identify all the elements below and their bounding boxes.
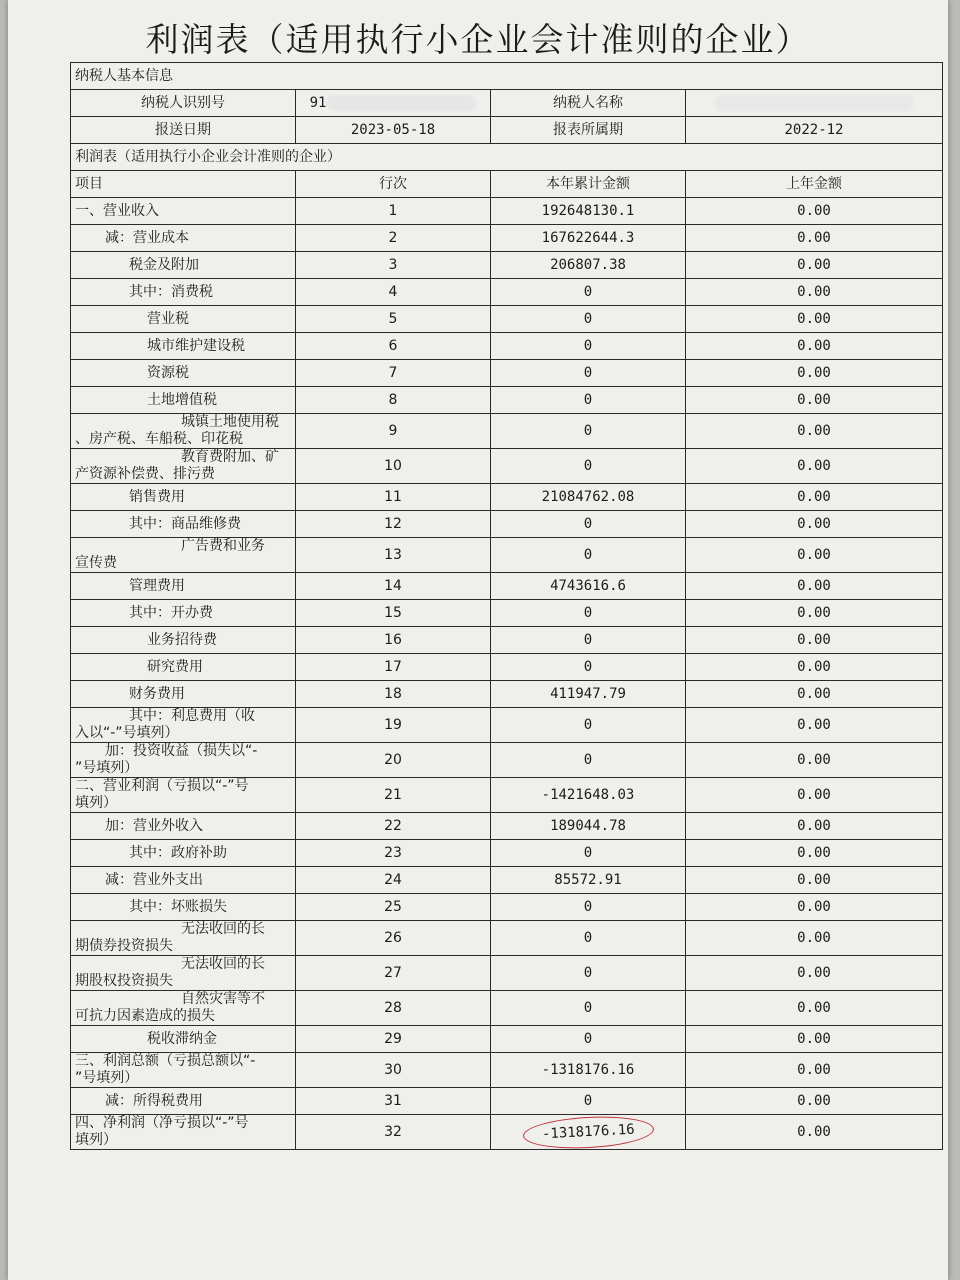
row-item: 其中：坏账损失 — [71, 894, 296, 921]
info-row — [71, 117, 943, 144]
row-item-line2: 、房产税、车船税、印花税 — [75, 431, 243, 447]
row-line-number: 25 — [296, 894, 491, 921]
row-previous-amount: 0.00 — [686, 708, 943, 743]
row-item: 加：营业外收入 — [71, 813, 296, 840]
row-previous-amount: 0.00 — [686, 449, 943, 484]
row-item: 减：营业成本 — [71, 225, 296, 252]
row-item-line2: 可抗力因素造成的损失 — [75, 1008, 215, 1024]
row-previous-amount: 0.00 — [686, 538, 943, 573]
table-row — [71, 449, 943, 484]
row-current-amount: 0 — [491, 333, 686, 360]
row-previous-amount: 0.00 — [686, 252, 943, 279]
row-line-number: 5 — [296, 306, 491, 333]
row-previous-amount: 0.00 — [686, 600, 943, 627]
table-row — [71, 360, 943, 387]
row-item: 其中：开办费 — [71, 600, 296, 627]
row-item: 财务费用 — [71, 681, 296, 708]
row-line-number: 7 — [296, 360, 491, 387]
taxpayer-id-label: 纳税人识别号 — [71, 90, 296, 117]
row-line-number: 11 — [296, 484, 491, 511]
row-previous-amount: 0.00 — [686, 333, 943, 360]
table-row — [71, 333, 943, 360]
row-item — [71, 743, 296, 778]
table-row — [71, 743, 943, 778]
row-item-line1: 教育费附加、矿 — [181, 449, 279, 465]
header-row — [71, 171, 943, 198]
row-item-line1: 二、营业利润（亏损以“-”号 — [75, 778, 249, 794]
row-previous-amount: 0.00 — [686, 1053, 943, 1088]
row-line-number: 24 — [296, 867, 491, 894]
row-current-amount: 0 — [491, 743, 686, 778]
redaction-mark — [714, 95, 914, 111]
table-row — [71, 511, 943, 538]
header-line: 行次 — [296, 171, 491, 198]
row-line-number: 32 — [296, 1115, 491, 1150]
row-item: 减：所得税费用 — [71, 1088, 296, 1115]
row-line-number: 8 — [296, 387, 491, 414]
row-item: 一、营业收入 — [71, 198, 296, 225]
table-row — [71, 778, 943, 813]
row-current-amount: -1421648.03 — [491, 778, 686, 813]
circled-net-profit: -1318176.16 — [522, 1115, 654, 1150]
row-line-number: 23 — [296, 840, 491, 867]
row-previous-amount: 0.00 — [686, 484, 943, 511]
table-row — [71, 387, 943, 414]
row-item: 其中：消费税 — [71, 279, 296, 306]
row-current-amount: 189044.78 — [491, 813, 686, 840]
table-row — [71, 198, 943, 225]
table-row — [71, 681, 943, 708]
table-row — [71, 1115, 943, 1150]
table-row — [71, 867, 943, 894]
row-previous-amount: 0.00 — [686, 306, 943, 333]
row-line-number: 12 — [296, 511, 491, 538]
report-date-label: 报送日期 — [71, 117, 296, 144]
row-item-line1: 四、净利润（净亏损以“-”号 — [75, 1115, 249, 1131]
table-row — [71, 991, 943, 1026]
row-current-amount: 0 — [491, 360, 686, 387]
paper-sheet — [8, 0, 948, 1280]
table-row — [71, 840, 943, 867]
row-previous-amount: 0.00 — [686, 279, 943, 306]
row-line-number: 3 — [296, 252, 491, 279]
row-item-line1: 自然灾害等不 — [181, 991, 265, 1007]
row-item-line1: 无法收回的长 — [181, 956, 265, 972]
row-line-number: 19 — [296, 708, 491, 743]
table-row — [71, 654, 943, 681]
row-item: 土地增值税 — [71, 387, 296, 414]
row-line-number: 10 — [296, 449, 491, 484]
table-row — [71, 1088, 943, 1115]
row-item-line2: 填列） — [75, 795, 117, 811]
row-previous-amount: 0.00 — [686, 1088, 943, 1115]
row-current-amount: 192648130.1 — [491, 198, 686, 225]
row-item: 管理费用 — [71, 573, 296, 600]
row-current-amount: 0 — [491, 511, 686, 538]
row-line-number: 22 — [296, 813, 491, 840]
row-item-line2: 填列） — [75, 1132, 117, 1148]
report-date-value: 2023-05-18 — [296, 117, 491, 144]
row-item-line1: 加：投资收益（损失以“- — [105, 743, 258, 759]
row-current-amount: 0 — [491, 279, 686, 306]
table-row — [71, 627, 943, 654]
table-row — [71, 921, 943, 956]
row-item-line1: 无法收回的长 — [181, 921, 265, 937]
row-item-line2: 入以“-”号填列） — [75, 725, 179, 741]
row-line-number: 6 — [296, 333, 491, 360]
row-previous-amount: 0.00 — [686, 681, 943, 708]
taxpayer-name-label: 纳税人名称 — [491, 90, 686, 117]
row-previous-amount: 0.00 — [686, 956, 943, 991]
row-item: 研究费用 — [71, 654, 296, 681]
row-current-amount: 411947.79 — [491, 681, 686, 708]
row-previous-amount: 0.00 — [686, 627, 943, 654]
row-line-number: 18 — [296, 681, 491, 708]
row-line-number: 13 — [296, 538, 491, 573]
table-row — [71, 279, 943, 306]
row-item-line2: ”号填列） — [75, 760, 139, 776]
redaction-mark — [326, 95, 476, 111]
row-current-amount: 0 — [491, 654, 686, 681]
row-item: 其中：政府补助 — [71, 840, 296, 867]
row-line-number: 31 — [296, 1088, 491, 1115]
row-line-number: 20 — [296, 743, 491, 778]
period-label: 报表所属期 — [491, 117, 686, 144]
row-item-line1: 其中：利息费用（收 — [129, 708, 255, 724]
row-current-amount: 0 — [491, 991, 686, 1026]
row-line-number: 9 — [296, 414, 491, 449]
row-line-number: 16 — [296, 627, 491, 654]
row-previous-amount: 0.00 — [686, 360, 943, 387]
row-previous-amount: 0.00 — [686, 867, 943, 894]
row-item — [71, 1115, 296, 1150]
row-previous-amount: 0.00 — [686, 1115, 943, 1150]
table-row — [71, 225, 943, 252]
row-item: 减：营业外支出 — [71, 867, 296, 894]
row-item-line1: 城镇土地使用税 — [181, 414, 279, 430]
row-current-amount: 0 — [491, 600, 686, 627]
row-current-amount: 206807.38 — [491, 252, 686, 279]
row-item: 业务招待费 — [71, 627, 296, 654]
row-line-number: 14 — [296, 573, 491, 600]
row-item-line1: 三、利润总额（亏损总额以“- — [75, 1053, 256, 1069]
row-item-line2: 期股权投资损失 — [75, 973, 173, 989]
row-previous-amount: 0.00 — [686, 840, 943, 867]
table-row — [71, 538, 943, 573]
row-line-number: 17 — [296, 654, 491, 681]
row-line-number: 1 — [296, 198, 491, 225]
table-row — [71, 956, 943, 991]
row-item: 资源税 — [71, 360, 296, 387]
table-row — [71, 484, 943, 511]
statement-section-row — [71, 144, 943, 171]
row-item: 营业税 — [71, 306, 296, 333]
table-row — [71, 894, 943, 921]
row-current-amount: 0 — [491, 1026, 686, 1053]
row-item: 销售费用 — [71, 484, 296, 511]
row-previous-amount: 0.00 — [686, 813, 943, 840]
row-item — [71, 991, 296, 1026]
table-row — [71, 414, 943, 449]
row-current-amount: 0 — [491, 894, 686, 921]
row-previous-amount: 0.00 — [686, 387, 943, 414]
table-row — [71, 813, 943, 840]
row-current-amount: 4743616.6 — [491, 573, 686, 600]
info-row — [71, 90, 943, 117]
row-previous-amount: 0.00 — [686, 225, 943, 252]
row-item: 城市维护建设税 — [71, 333, 296, 360]
row-line-number: 2 — [296, 225, 491, 252]
row-item — [71, 414, 296, 449]
table-row — [71, 1053, 943, 1088]
row-current-amount: -1318176.16 — [491, 1053, 686, 1088]
row-item — [71, 538, 296, 573]
row-previous-amount: 0.00 — [686, 654, 943, 681]
row-line-number: 15 — [296, 600, 491, 627]
row-previous-amount: 0.00 — [686, 198, 943, 225]
table-row — [71, 1026, 943, 1053]
row-item-line2: ”号填列） — [75, 1070, 139, 1086]
taxpayer-id-prefix: 91 — [309, 94, 327, 111]
row-previous-amount: 0.00 — [686, 1026, 943, 1053]
row-current-amount: 0 — [491, 538, 686, 573]
row-current-amount: 0 — [491, 387, 686, 414]
row-current-amount: 0 — [491, 627, 686, 654]
row-current-amount: 0 — [491, 956, 686, 991]
row-line-number: 27 — [296, 956, 491, 991]
row-current-amount: 0 — [491, 921, 686, 956]
row-previous-amount: 0.00 — [686, 991, 943, 1026]
row-current-amount: 0 — [491, 840, 686, 867]
row-line-number: 21 — [296, 778, 491, 813]
row-item: 税金及附加 — [71, 252, 296, 279]
table-row — [71, 573, 943, 600]
row-current-amount: 0 — [491, 306, 686, 333]
row-current-amount: 85572.91 — [491, 867, 686, 894]
row-current-amount: 167622644.3 — [491, 225, 686, 252]
info-section-row — [71, 63, 943, 90]
row-item: 税收滞纳金 — [71, 1026, 296, 1053]
row-item — [71, 449, 296, 484]
taxpayer-id-value — [296, 90, 491, 117]
row-item — [71, 921, 296, 956]
row-previous-amount: 0.00 — [686, 414, 943, 449]
table-row — [71, 306, 943, 333]
row-item — [71, 778, 296, 813]
row-previous-amount: 0.00 — [686, 921, 943, 956]
table-row — [71, 252, 943, 279]
row-previous-amount: 0.00 — [686, 573, 943, 600]
row-current-amount: 0 — [491, 414, 686, 449]
row-current-amount: 0 — [491, 708, 686, 743]
page-title: 利润表（适用执行小企业会计准则的企业） — [145, 20, 811, 59]
row-item — [71, 1053, 296, 1088]
row-item: 其中：商品维修费 — [71, 511, 296, 538]
taxpayer-name-value — [686, 90, 943, 117]
row-item-line2: 产资源补偿费、排污费 — [75, 466, 215, 482]
row-item — [71, 708, 296, 743]
header-current: 本年累计金额 — [491, 171, 686, 198]
row-previous-amount: 0.00 — [686, 511, 943, 538]
row-current-amount — [491, 1115, 686, 1150]
row-line-number: 28 — [296, 991, 491, 1026]
row-current-amount: 21084762.08 — [491, 484, 686, 511]
row-item-line2: 期债券投资损失 — [75, 938, 173, 954]
table-row — [71, 600, 943, 627]
row-current-amount: 0 — [491, 1088, 686, 1115]
row-item-line1: 广告费和业务 — [181, 538, 265, 554]
row-line-number: 30 — [296, 1053, 491, 1088]
row-current-amount: 0 — [491, 449, 686, 484]
row-previous-amount: 0.00 — [686, 778, 943, 813]
header-previous: 上年金额 — [686, 171, 943, 198]
info-section-title: 纳税人基本信息 — [71, 63, 943, 90]
row-line-number: 4 — [296, 279, 491, 306]
row-previous-amount: 0.00 — [686, 743, 943, 778]
statement-rows — [71, 198, 943, 1150]
statement-section-title: 利润表（适用执行小企业会计准则的企业） — [71, 144, 943, 171]
row-line-number: 29 — [296, 1026, 491, 1053]
row-previous-amount: 0.00 — [686, 894, 943, 921]
row-line-number: 26 — [296, 921, 491, 956]
income-statement-table — [70, 62, 943, 1150]
row-item-line2: 宣传费 — [75, 555, 117, 571]
row-item — [71, 956, 296, 991]
period-value: 2022-12 — [686, 117, 943, 144]
header-item: 项目 — [71, 171, 296, 198]
table-row — [71, 708, 943, 743]
